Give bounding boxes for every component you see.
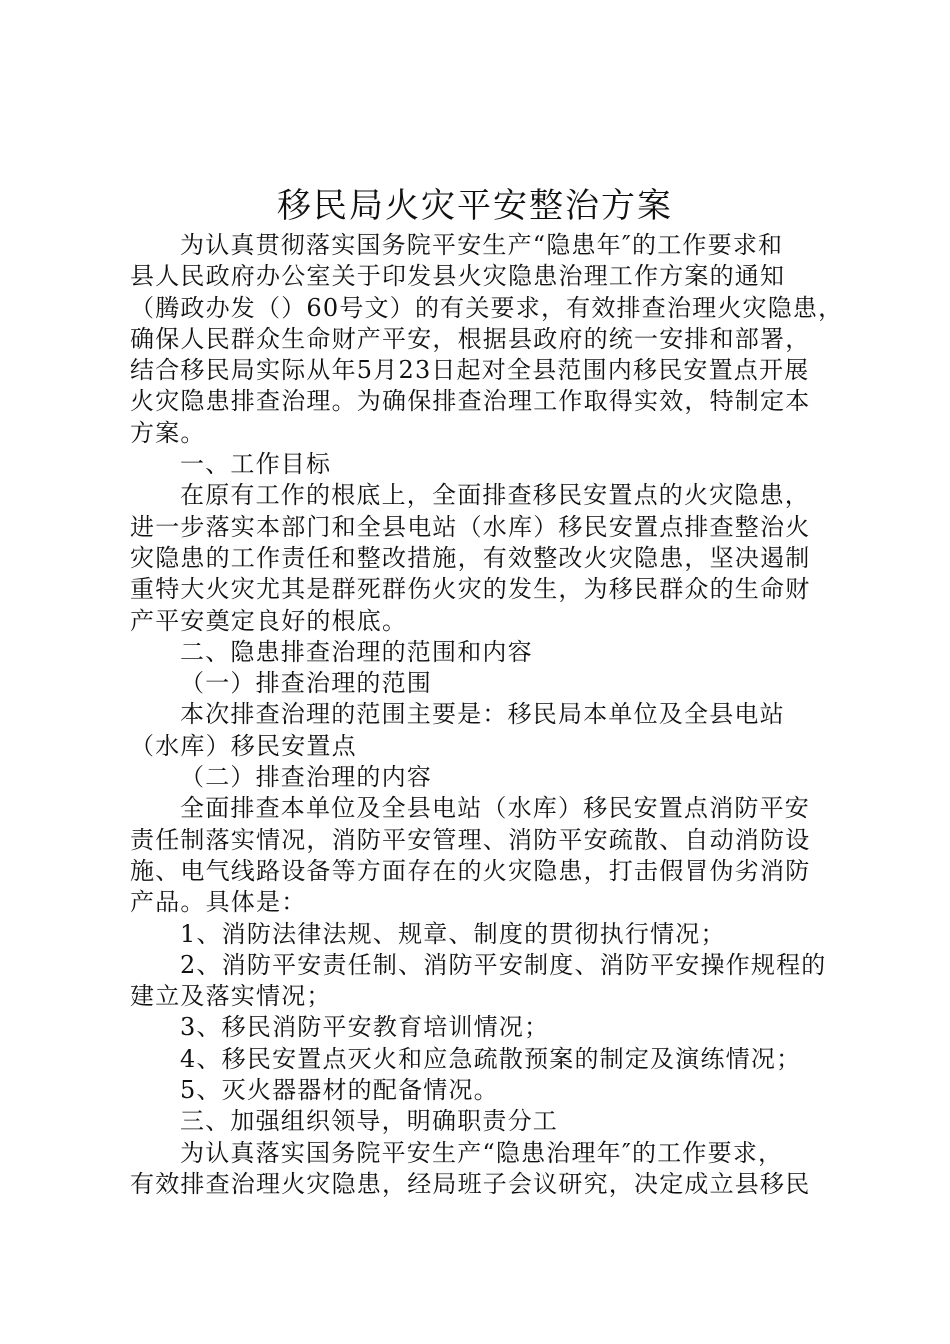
text-line: 产品。具体是： [130,888,307,917]
text-line: 一、工作目标 [180,450,332,479]
text-line: 1、消防法律法规、规章、制度的贯彻执行情况； [180,919,726,948]
text-line: 方案。 [130,418,206,447]
text-line: 二、隐患排查治理的范围和内容 [180,637,533,666]
text-line: 为认真贯彻落实国务院平安生产“隐患年″的工作要求和 [180,231,784,259]
text-line: 县人民政府办公室关于印发县火灾隐患治理工作方案的通知 [130,262,786,291]
text-line: 产平安奠定良好的根底。 [130,606,408,635]
text-line: （水库）移民安置点 [130,731,357,760]
text-line: 3、移民消防平安教育培训情况； [180,1013,550,1042]
text-line: 确保人民群众生命财产平安，根据县政府的统一安排和部署， [130,324,811,353]
document-title: 移民局火灾平安整治方案 [277,186,673,226]
text-line: 本次排查治理的范围主要是：移民局本单位及全县电站 [180,700,785,729]
text-line: 5、灭火器器材的配备情况。 [180,1076,499,1105]
document-body [130,230,850,1200]
text-line: 2、消防平安责任制、消防平安制度、消防平安操作规程的 [180,950,827,979]
text-line: 责任制落实情况，消防平安管理、消防平安疏散、自动消防设 [130,825,811,854]
text-line: 重特大火灾尤其是群死群伤火灾的发生，为移民群众的生命财 [130,575,811,604]
text-line: 结合移民局实际从年5月23日起对全县范围内移民安置点开展 [130,356,810,385]
text-line: 4、移民安置点灭火和应急疏散预案的制定及演练情况； [180,1044,802,1073]
text-line: 在原有工作的根底上，全面排查移民安置点的火灾隐患， [180,481,810,510]
text-line: 三、加强组织领导，明确职责分工 [180,1107,558,1136]
text-line: 灾隐患的工作责任和整改措施，有效整改火灾隐患，坚决遏制 [130,543,811,572]
text-line: 为认真落实国务院平安生产“隐患治理年″的工作要求， [180,1138,784,1167]
text-line: 全面排查本单位及全县电站（水库）移民安置点消防平安 [180,794,810,823]
text-line: 建立及落实情况； [130,982,332,1011]
text-line: （腾政办发（）60号文）的有关要求，有效排查治理火灾隐患， [130,293,844,322]
text-line: （二）排查治理的内容 [180,763,432,792]
text-line: （一）排查治理的范围 [180,669,432,698]
text-line: 火灾隐患排查治理。为确保排查治理工作取得实效，特制定本 [130,387,811,416]
text-line: 进一步落实本部门和全县电站（水库）移民安置点排查整治火 [130,512,811,541]
text-line: 施、电气线路设备等方面存在的火灾隐患，打击假冒伪劣消防 [130,856,811,885]
text-line: 有效排查治理火灾隐患，经局班子会议研究，决定成立县移民 [130,1169,811,1198]
